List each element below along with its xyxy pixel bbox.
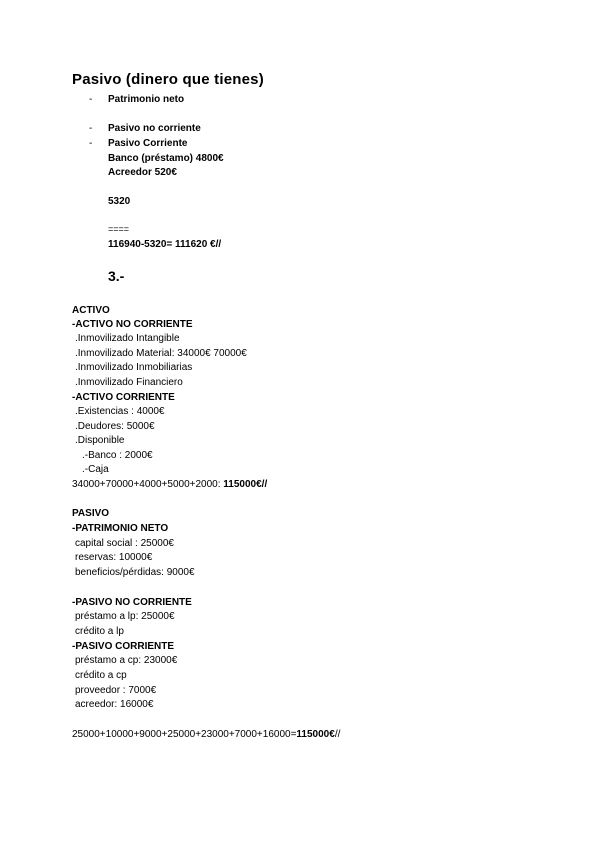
list-dash: - (89, 123, 93, 134)
list-dash: - (89, 94, 93, 105)
pasivo-capital: capital social : 25000€ (75, 538, 174, 549)
list-item-pasivo-corriente: Pasivo Corriente (108, 138, 188, 149)
pasivo-total-expression: 25000+10000+9000+25000+23000+7000+16000= (72, 729, 297, 740)
sum-line: 5320 (108, 196, 131, 207)
activo-disponible: .Disponible (75, 435, 125, 446)
pasivo-credito-lp: crédito a lp (75, 626, 124, 637)
pasivo-acreedor: acreedor: 16000€ (75, 699, 154, 710)
pasivo-no-corriente-heading: -PASIVO NO CORRIENTE (72, 597, 192, 608)
activo-deudores: .Deudores: 5000€ (75, 421, 155, 432)
separator-line: ==== (108, 224, 130, 234)
activo-corriente-heading: -ACTIVO CORRIENTE (72, 392, 175, 403)
calc-line: 116940-5320= 111620 €// (108, 239, 222, 250)
section-number: 3.- (108, 268, 125, 284)
activo-material: .Inmovilizado Material: 34000€ 70000€ (75, 348, 247, 359)
activo-banco: .-Banco : 2000€ (82, 450, 153, 461)
pasivo-total-suffix: // (334, 729, 341, 740)
activo-intangible: .Inmovilizado Intangible (75, 333, 180, 344)
activo-financiero: .Inmovilizado Financiero (75, 377, 183, 388)
activo-no-corriente-heading: -ACTIVO NO CORRIENTE (72, 319, 193, 330)
activo-total-value: 115000€// (223, 479, 268, 490)
banco-line: Banco (préstamo) 4800€ (108, 153, 224, 164)
activo-caja: .-Caja (82, 464, 109, 475)
pasivo-total-value: 115000€ (296, 729, 335, 740)
acreedor-line: Acreedor 520€ (108, 167, 177, 178)
activo-total-expression: 34000+70000+4000+5000+2000: (72, 479, 224, 490)
pasivo-proveedor: proveedor : 7000€ (75, 685, 157, 696)
pasivo-credito-cp: crédito a cp (75, 670, 127, 681)
activo-inmobiliarias: .Inmovilizado Inmobiliarias (75, 362, 193, 373)
list-item-pasivo-no-corriente: Pasivo no corriente (108, 123, 201, 134)
list-dash: - (89, 138, 93, 149)
activo-existencias: .Existencias : 4000€ (75, 406, 165, 417)
pasivo-heading: PASIVO (72, 508, 110, 519)
pasivo-patrimonio-heading: -PATRIMONIO NETO (72, 523, 169, 534)
pasivo-reservas: reservas: 10000€ (75, 552, 153, 563)
pasivo-prestamo-cp: préstamo a cp: 23000€ (75, 655, 178, 666)
list-item-patrimonio: Patrimonio neto (108, 94, 185, 105)
pasivo-corriente-heading: -PASIVO CORRIENTE (72, 641, 175, 652)
page-title: Pasivo (dinero que tienes) (72, 71, 264, 88)
activo-heading: ACTIVO (72, 305, 110, 316)
pasivo-beneficios: beneficios/pérdidas: 9000€ (75, 567, 195, 578)
pasivo-total (72, 728, 340, 741)
pasivo-prestamo-lp: préstamo a lp: 25000€ (75, 611, 175, 622)
activo-total (72, 478, 267, 491)
